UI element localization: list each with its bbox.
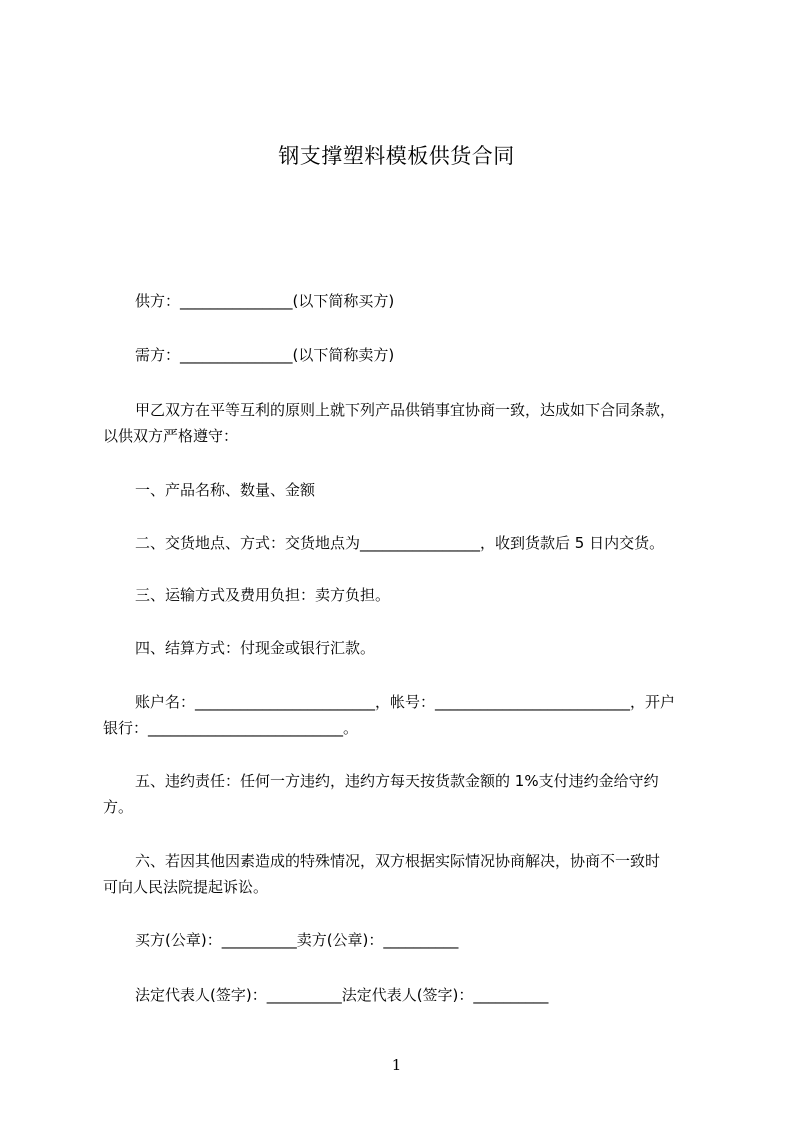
- clause-2: 二、交货地点、方式：交货地点为________________，收到货款后 5 日内交货。: [135, 534, 665, 552]
- clause-3: 三、运输方式及费用负担：卖方负担。: [135, 586, 391, 604]
- contract-title: 钢支撑塑料模板供货合同: [278, 144, 515, 168]
- preamble-line-1: 甲乙双方在平等互利的原则上就下列产品供销事宜协商一致，达成如下合同条款，: [135, 401, 676, 419]
- clause-1: 一、产品名称、数量、金额: [135, 481, 316, 499]
- seal-line: 买方(公章)：__________卖方(公章)：__________: [135, 931, 459, 949]
- clause-5-line-2: 方。: [103, 798, 134, 816]
- buyer-line: 需方：_______________(以下简称卖方): [135, 346, 395, 364]
- preamble-line-2: 以供双方严格遵守：: [103, 427, 239, 445]
- supplier-line: 供方：_______________(以下简称买方): [135, 292, 395, 310]
- clause-6-line-2: 可向人民法院提起诉讼。: [103, 878, 269, 896]
- page-number: 1: [391, 1056, 402, 1074]
- account-line-2: 银行：__________________________。: [103, 719, 359, 737]
- account-line-1: 账户名：________________________，帐号：__________________________，开户: [135, 693, 676, 711]
- clause-5-line-1: 五、违约责任：任何一方违约，违约方每天按货款金额的 1%支付违约金给守约: [135, 772, 659, 790]
- clause-6-line-1: 六、若因其他因素造成的特殊情况，双方根据实际情况协商解决，协商不一致时: [135, 852, 661, 870]
- clause-4: 四、结算方式：付现金或银行汇款。: [135, 639, 376, 657]
- signature-line: 法定代表人(签字)：__________法定代表人(签字)：__________: [135, 986, 549, 1004]
